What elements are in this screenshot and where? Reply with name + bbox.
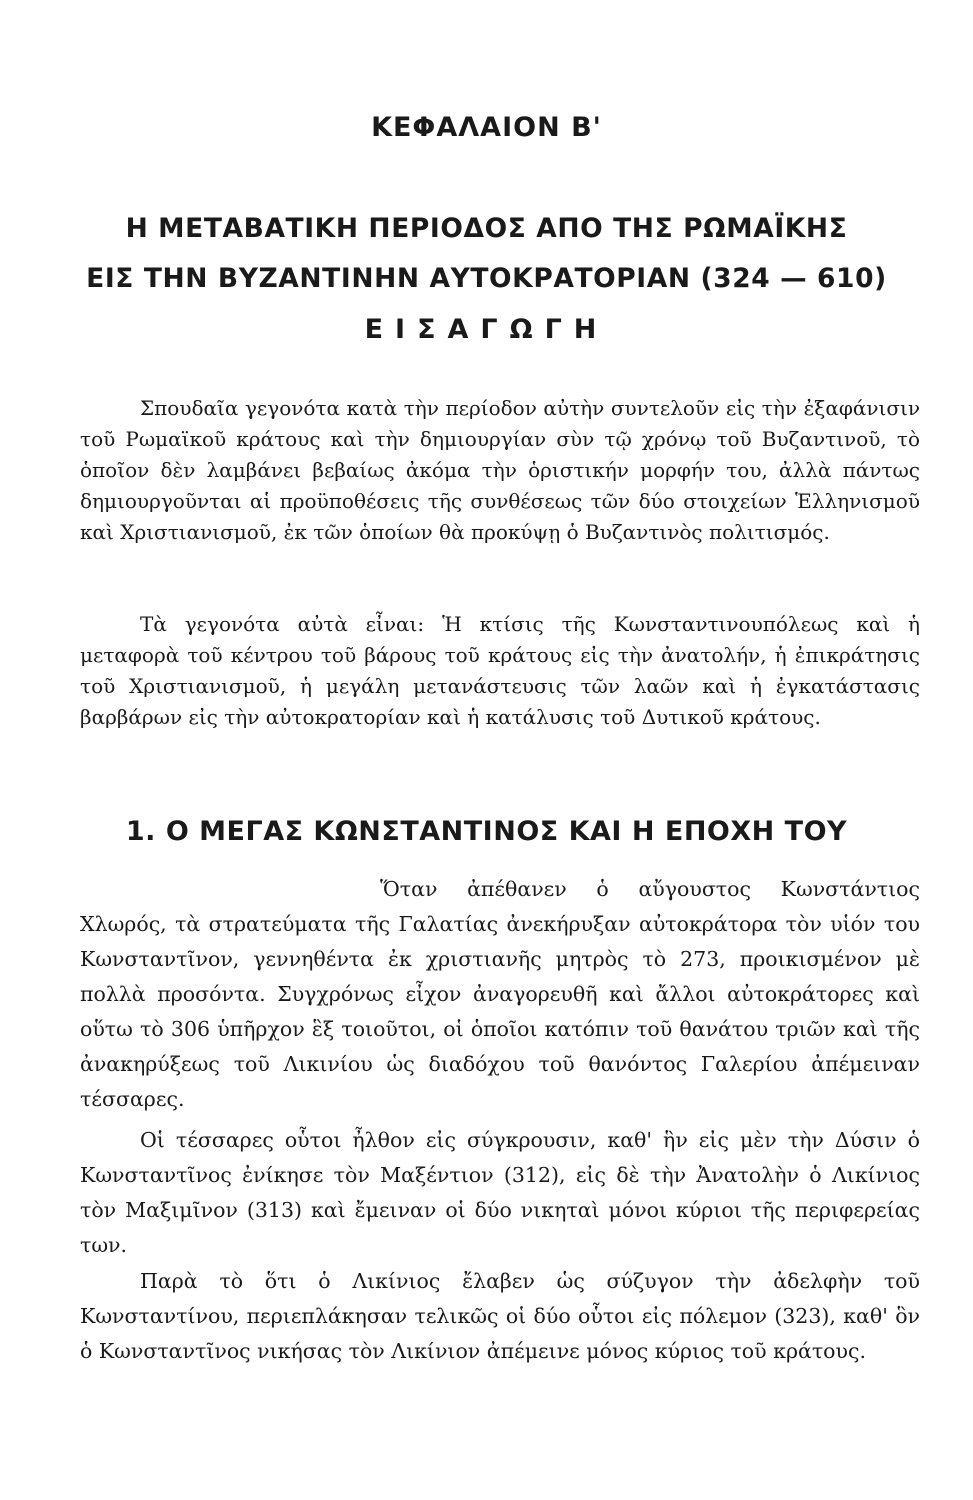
chapter-title-line-1: Η ΜΕΤΑΒΑΤΙΚΗ ΠΕΡΙΟΔΟΣ ΑΠΟ ΤΗΣ ΡΩΜΑΪΚΗΣ (125, 213, 848, 244)
chapter-title-line-2: ΕΙΣ ΤΗΝ ΒΥΖΑΝΤΙΝΗΝ ΑΥΤΟΚΡΑΤΟΡΙΑΝ (324 — 610) (86, 263, 887, 294)
intro-paragraph-1: Σπουδαῖα γεγονότα κατὰ τὴν περίοδον αὐτὴν συντελοῦν εἰς τὴν ἐξαφάνισιν τοῦ Ρωμαϊκοῦ κράτους καὶ τὴν δημιουργίαν σὺν τῷ χρόνῳ τοῦ Βυζαντινοῦ, τὸ ὁποῖον δὲν λαμβάνει βεβαίως ἀκόμα τὴν ὁριστικήν μορφήν του, ἀλλὰ πάντως δημιουργοῦνται αἱ προϋποθέσεις τῆς συνθέσεως τῶν δύο στοιχείων Ἑλληνισμοῦ καὶ Χριστιανισμοῦ, ἐκ τῶν ὁποίων θὰ προκύψῃ ὁ Βυζαντινὸς πολιτισμός. (80, 396, 920, 544)
section-heading: 1. Ο ΜΕΓΑΣ ΚΩΝΣΤΑΝΤΙΝΟΣ ΚΑΙ Η ΕΠΟΧΗ ΤΟΥ (125, 816, 848, 847)
section-paragraph-2: Οἱ τέσσαρες οὗτοι ἦλθον εἰς σύγκρουσιν, καθ' ἣν εἰς μὲν τὴν Δύσιν ὁ Κωνσταντῖνος ἐνίκησε τὸν Μαξέντιον (312), εἰς δὲ τὴν Ἀνατολὴν ὁ Λικίνιος τὸν Μαξιμῖνον (313) καὶ ἔμειναν οἱ δύο νικηταὶ μόνοι κύριοι τῆς περιφερείας των. (80, 1128, 920, 1257)
section-paragraph-3: Παρὰ τὸ ὅτι ὁ Λικίνιος ἔλαβεν ὡς σύζυγον τὴν ἀδελφὴν τοῦ Κωνσταντίνου, περιεπλάκησαν τελικῶς οἱ δύο οὗτοι εἰς πόλεμον (323), καθ' ὃν ὁ Κωνσταντῖνος νικήσας τὸν Λικίνιον ἀπέμεινε μόνος κύριος τοῦ κράτους. (80, 1269, 920, 1363)
section-paragraph-1: Ὅταν ἀπέθανεν ὁ αὔγουστος Κωνστάντιος Χλωρός, τὰ στρατεύματα τῆς Γαλατίας ἀνεκήρυξαν αὐτοκράτορα τὸν υἱόν του Κωνσταντῖνον, γεννηθέντα ἐκ χριστιανῆς μητρὸς τὸ 273, προικισμένον μὲ πολλὰ προσόντα. Συγχρόνως εἶχον ἀναγορευθῆ καὶ ἄλλοι αὐτοκράτορες καὶ οὕτω τὸ 306 ὑπῆρχον ἓξ τοιοῦτοι, οἱ ὁποῖοι κατόπιν τοῦ θανάτου τριῶν καὶ τῆς ἀνακηρύξεως τοῦ Λικινίου ὡς διαδόχου τοῦ θανόντος Γαλερίου ἀπέμειναν τέσσαρες. (80, 877, 920, 1111)
intro-paragraph-2: Τὰ γεγονότα αὐτὰ εἶναι: Ἡ κτίσις τῆς Κωνσταντινουπόλεως καὶ ἡ μεταφορὰ τοῦ κέντρου τοῦ βάρους τοῦ κράτους εἰς τὴν ἀνατολήν, ἡ ἐπικράτησις τοῦ Χριστιανισμοῦ, ἡ μεγάλη μετανάστευσις τῶν λαῶν καὶ ἡ ἐγκατάστασις βαρβάρων εἰς τὴν αὐτοκρατορίαν καὶ ἡ κατάλυσις τοῦ Δυτικοῦ κράτους. (80, 612, 920, 729)
introduction-heading: ΕΙΣΑΓΩΓΗ (364, 314, 609, 345)
chapter-label: ΚΕΦΑΛΑΙΟΝ Β' (371, 112, 602, 143)
